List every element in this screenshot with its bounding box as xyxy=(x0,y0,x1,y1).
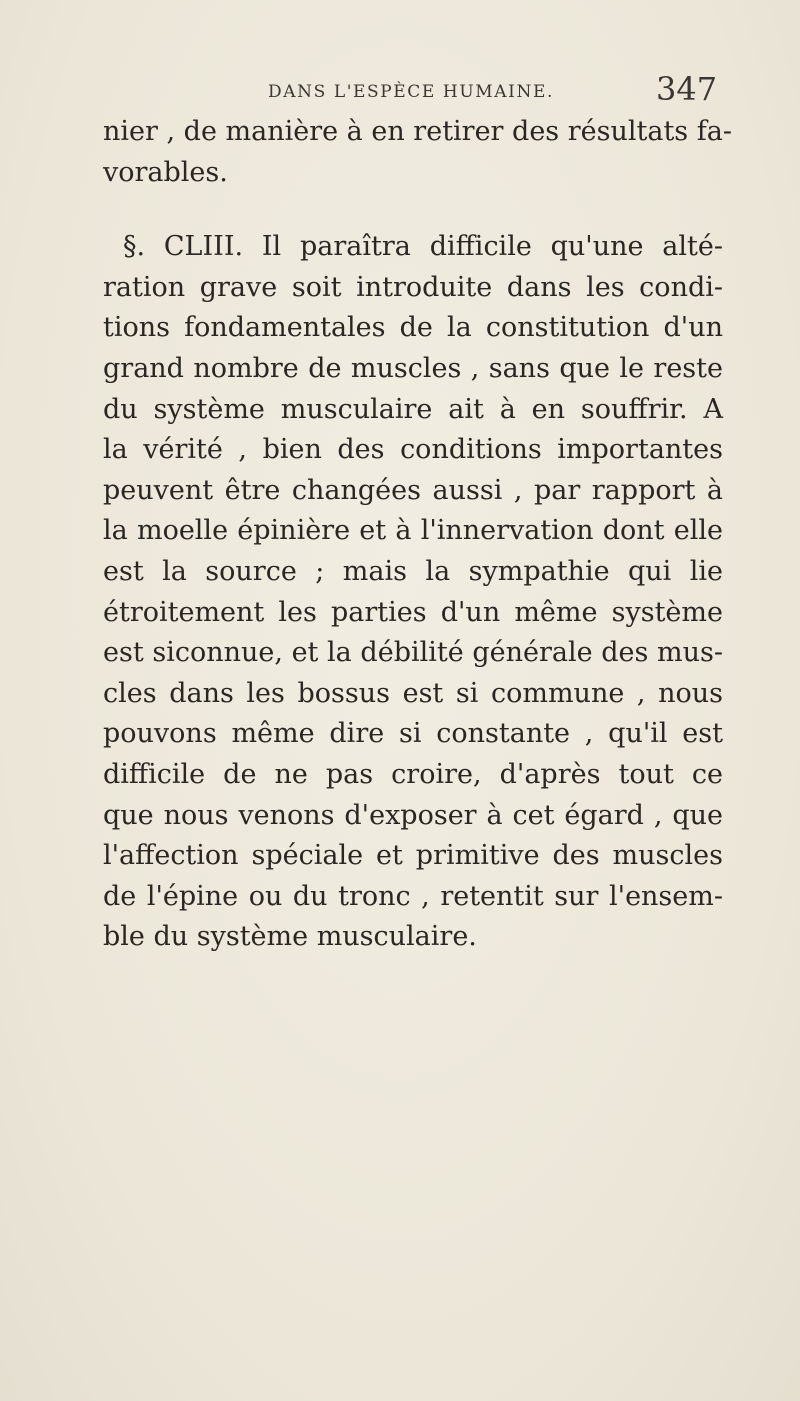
paragraph-section-cliii xyxy=(103,227,723,958)
paragraph-spacer xyxy=(103,193,723,227)
paragraph-continuation xyxy=(103,112,732,193)
text-line: grand nombre de muscles , sans que le reste xyxy=(103,352,723,384)
text-line: étroitement les parties d'un même système xyxy=(103,596,723,628)
text-line: ration grave soit introduite dans les condi- xyxy=(103,271,723,303)
text-line: difficile de ne pas croire, d'après tout ce xyxy=(103,758,723,790)
text-line: la moelle épinière et à l'innervation dont elle xyxy=(103,515,723,547)
text-line: peuvent être changées aussi , par rapport à xyxy=(103,474,723,506)
text-line: est la source ; mais la sympathie qui lie xyxy=(103,555,723,587)
page-number: 347 xyxy=(656,70,718,108)
text-line: tions fondamentales de la constitution d'un xyxy=(103,312,723,344)
text-line: la vérité , bien des conditions importantes xyxy=(103,434,723,466)
text-line: l'affection spéciale et primitive des muscles xyxy=(103,840,723,872)
text-line: vorables. xyxy=(103,156,228,188)
text-line: que nous venons d'exposer à cet égard , que xyxy=(103,799,723,831)
body-text xyxy=(103,112,732,958)
text-line: cles dans les bossus est si commune , nous xyxy=(103,677,723,709)
text-line: de l'épine ou du tronc , retentit sur l'ensem- xyxy=(103,880,723,912)
running-head: DANS L'ESPÈCE HUMAINE. xyxy=(268,82,554,102)
text-line: du système musculaire ait à en souffrir. A xyxy=(103,393,723,425)
text-line: ble du système musculaire. xyxy=(103,921,477,953)
text-line: pouvons même dire si constante , qu'il est xyxy=(103,718,723,750)
text-line: nier , de manière à en retirer des résultats fa- xyxy=(103,116,732,147)
text-line: est siconnue, et la débilité générale des mus- xyxy=(103,637,723,669)
text-line: §. CLIII. Il paraîtra difficile qu'une alté- xyxy=(123,231,723,263)
